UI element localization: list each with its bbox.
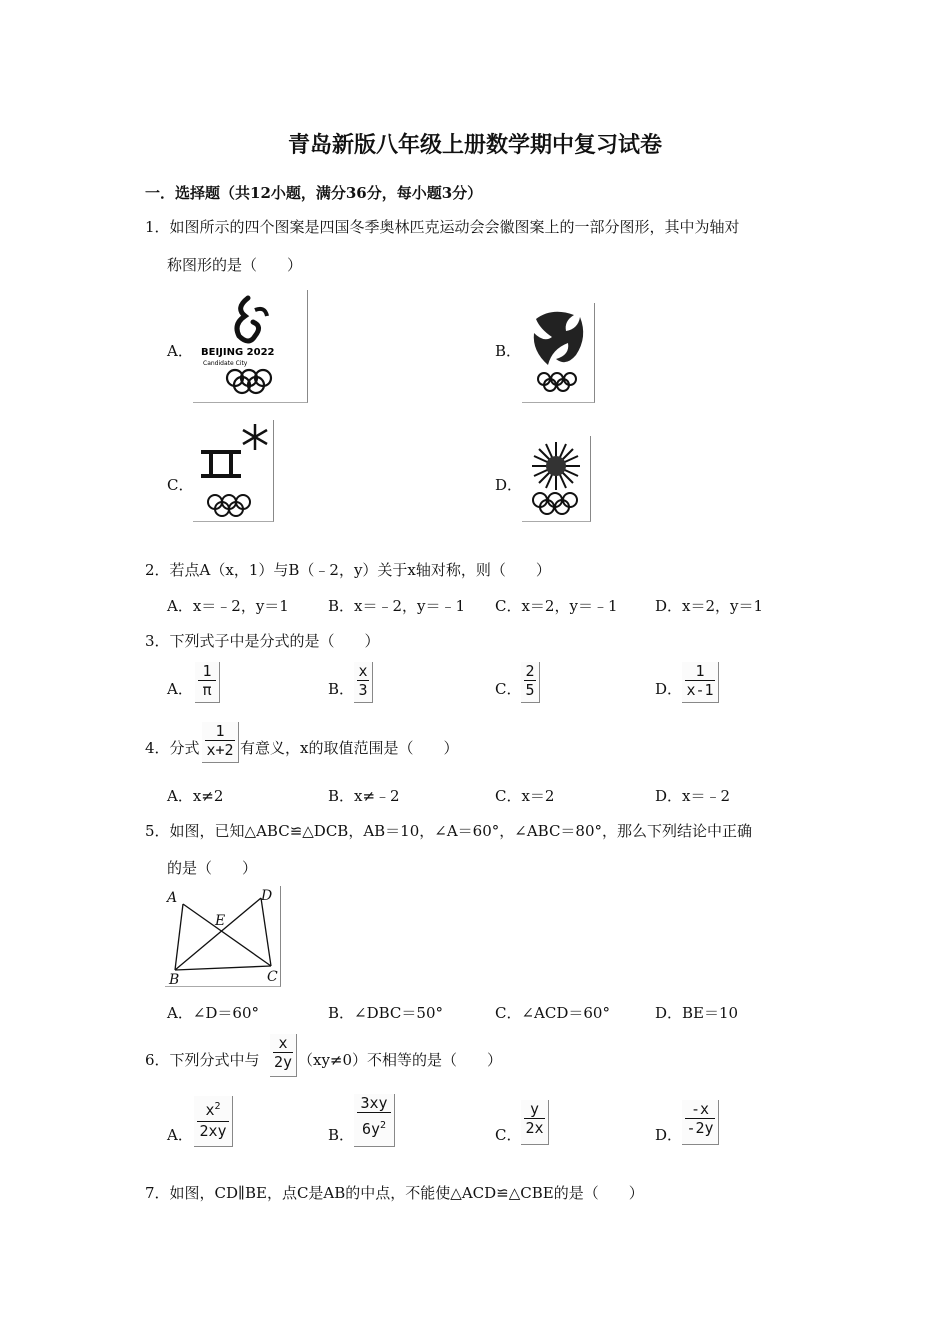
question-4-text: 有意义，x的取值范围是（ ） — [240, 739, 459, 757]
q6-b-exponent: 2 — [380, 1120, 387, 1131]
question-4-prefix: 4．分式 — [145, 739, 200, 757]
q6-denominator: 2y — [273, 1053, 293, 1071]
q6-d-numerator: -x — [690, 1100, 710, 1118]
question-6-text: （xy≠0）不相等的是（ ） — [298, 1051, 503, 1069]
q6-option-b-fraction — [354, 1094, 395, 1147]
q3-d-denominator: x-1 — [686, 681, 714, 699]
q5-label-d: D — [261, 888, 273, 904]
q3-a-denominator: π — [202, 681, 212, 699]
q1-option-a-image — [193, 290, 308, 403]
question-3-text: 3．下列式子中是分式的是（ ） — [145, 632, 380, 650]
q2-option-c: C．x＝2，y＝﹣1 — [495, 597, 618, 615]
q3-c-numerator: 2 — [525, 662, 535, 680]
question-6-prefix: 6．下列分式中与 — [145, 1051, 260, 1069]
q4-option-c: C．x＝2 — [495, 787, 555, 805]
q6-c-denominator: 2x — [525, 1119, 544, 1137]
q6-option-b-label: B． — [328, 1126, 355, 1144]
q1-option-c-image — [193, 420, 274, 522]
q3-b-denominator: 3 — [358, 681, 368, 699]
q3-option-b-label: B． — [328, 680, 355, 698]
q6-c-numerator: y — [529, 1100, 540, 1118]
q3-option-c-fraction — [521, 662, 540, 703]
q6-a-exponent: 2 — [214, 1101, 221, 1112]
q3-option-d-label: D． — [655, 680, 683, 698]
q3-option-a-label: A． — [167, 680, 193, 698]
q2-option-b: B．x＝﹣2，y＝﹣1 — [328, 597, 466, 615]
q4-denominator: x+2 — [206, 741, 234, 759]
q5-triangle-figure — [165, 886, 281, 987]
q2-option-a: A．x＝﹣2，y＝1 — [167, 597, 289, 615]
q5-option-a: A．∠D＝60° — [167, 1004, 260, 1022]
question-1-text: 1．如图所示的四个图案是四国冬季奥林匹克运动会会徽图案上的一部分图形，其中为轴对 — [145, 218, 740, 236]
q3-option-b-fraction — [354, 662, 373, 703]
q3-option-c-label: C． — [495, 680, 522, 698]
question-7-text: 7．如图，CD∥BE，点C是AB的中点，不能使△ACD≌△CBE的是（ ） — [145, 1184, 644, 1202]
q6-option-c-fraction — [521, 1100, 549, 1145]
question-1-text-cont: 称图形的是（ ） — [167, 256, 303, 274]
q4-option-a: A．x≠2 — [167, 787, 224, 805]
section-heading: 一．选择题（共12小题，满分36分，每小题3分） — [145, 184, 483, 202]
q3-b-numerator: x — [358, 662, 368, 680]
q1-option-d-label: D． — [495, 476, 523, 494]
q5-option-d: D．BE＝10 — [655, 1004, 739, 1022]
q5-label-b: B — [169, 972, 180, 986]
q6-option-c-label: C． — [495, 1126, 522, 1144]
q6-option-a-fraction — [194, 1096, 233, 1147]
q5-label-c: C — [267, 969, 278, 985]
q3-c-denominator: 5 — [525, 681, 535, 699]
q1-a-logo-text: BEIJING 2022 — [201, 347, 275, 358]
q4-option-b: B．x≠﹣2 — [328, 787, 400, 805]
q6-b-denominator: 6y — [361, 1120, 381, 1138]
question-5-text-cont: 的是（ ） — [167, 859, 258, 877]
sun-emblem-icon — [522, 436, 590, 521]
q1-option-b-image — [522, 303, 595, 403]
q6-fraction — [270, 1034, 297, 1077]
q5-label-a: A — [167, 890, 178, 906]
q6-option-d-fraction — [682, 1100, 719, 1145]
q6-a-numerator: x — [205, 1101, 215, 1119]
q5-option-b: B．∠DBC＝50° — [328, 1004, 443, 1022]
q3-d-numerator: 1 — [695, 662, 705, 680]
q1-option-c-label: C． — [167, 476, 194, 494]
q4-fraction — [202, 722, 239, 763]
q4-option-d: D．x＝﹣2 — [655, 787, 731, 805]
flame-emblem-icon — [522, 303, 594, 402]
q4-numerator: 1 — [215, 722, 225, 740]
question-5-text: 5．如图，已知△ABC≌△DCB，AB＝10，∠A＝60°，∠ABC＝80°，那么下列结论中正确 — [145, 822, 753, 840]
q5-figure-svg — [165, 886, 280, 986]
page-title: 青岛新版八年级上册数学期中复习试卷 — [287, 132, 662, 158]
q1-option-a-label: A． — [167, 342, 193, 360]
q6-a-denominator: 2xy — [199, 1122, 227, 1140]
q6-option-a-label: A． — [167, 1126, 193, 1144]
q6-b-numerator: 3xy — [360, 1094, 388, 1112]
q3-option-d-fraction — [682, 662, 719, 703]
question-2-text: 2．若点A（x，1）与B（﹣2，y）关于x轴对称，则（ ） — [145, 561, 551, 579]
beijing-2022-emblem-icon — [193, 290, 307, 402]
q1-a-logo-subtext: Candidate City — [203, 360, 248, 367]
q1-option-d-image — [522, 436, 591, 522]
q5-option-c: C．∠ACD＝60° — [495, 1004, 610, 1022]
q1-option-b-label: B． — [495, 342, 522, 360]
q6-d-denominator: -2y — [686, 1119, 714, 1137]
q6-numerator: x — [278, 1034, 288, 1052]
q3-option-a-fraction — [195, 662, 220, 703]
gate-star-emblem-icon — [193, 420, 273, 521]
q6-option-d-label: D． — [655, 1126, 683, 1144]
q5-label-e: E — [215, 913, 226, 929]
q2-option-d: D．x＝2，y＝1 — [655, 597, 764, 615]
q3-a-numerator: 1 — [202, 662, 212, 680]
